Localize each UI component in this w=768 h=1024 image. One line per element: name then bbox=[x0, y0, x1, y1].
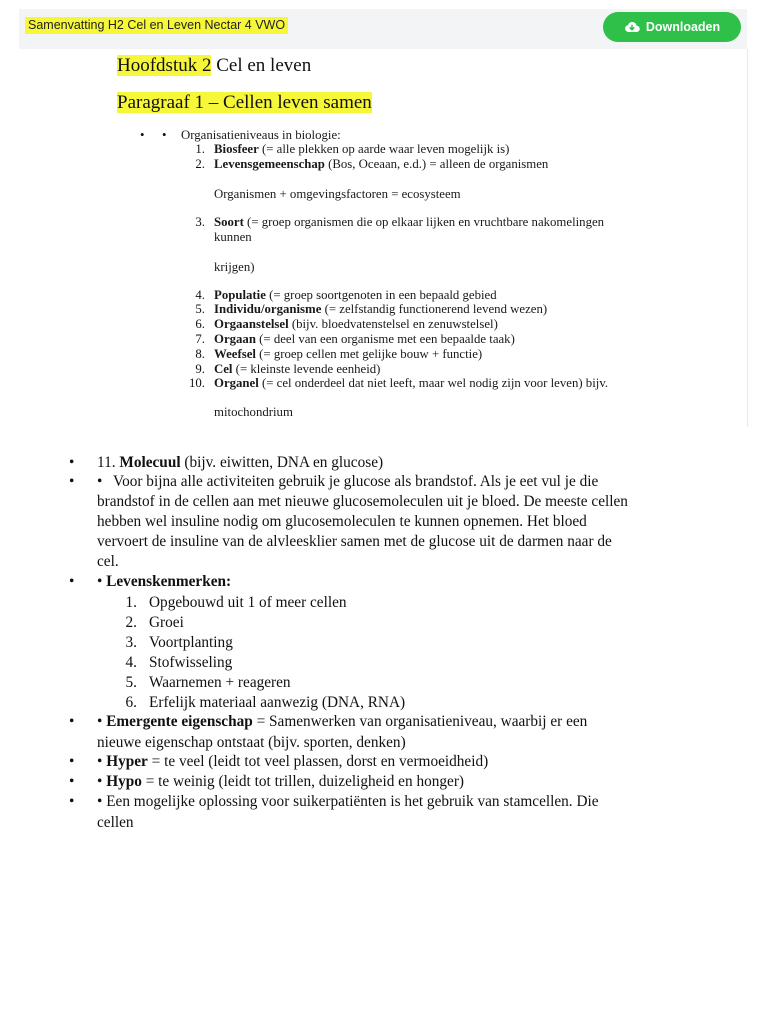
chapter-title: Cel en leven bbox=[216, 55, 312, 76]
level-term: Soort bbox=[214, 215, 244, 229]
inner-bullet: • bbox=[97, 573, 103, 590]
emergent-line-2: nieuwe eigenschap ontstaat (bijv. sporten, denken) bbox=[97, 734, 406, 751]
kenmerken-heading bbox=[97, 573, 231, 591]
level-description: Organismen + omgevingsfactoren = ecosysteem bbox=[214, 187, 461, 201]
level-item bbox=[214, 376, 608, 391]
chapter-label: Hoofdstuk 2 bbox=[117, 55, 212, 76]
level-number: 2. bbox=[195, 157, 205, 171]
level-description: kunnen bbox=[214, 230, 252, 244]
level-description: (= groep soortgenoten in een bepaald gebied bbox=[265, 288, 497, 302]
level-item bbox=[214, 260, 255, 275]
bullet: • bbox=[69, 713, 75, 730]
level-item bbox=[214, 187, 461, 202]
level-description: (= groep organismen die op elkaar lijken en vruchtbare nakomelingen bbox=[243, 215, 605, 229]
kenmerk-number: 5. bbox=[125, 674, 137, 691]
level-term: Organel bbox=[214, 376, 259, 390]
level-number: 5. bbox=[195, 302, 205, 316]
hyper-line bbox=[97, 753, 488, 771]
outer-bullet: • bbox=[140, 128, 145, 142]
level-term: Biosfeer bbox=[214, 142, 259, 156]
bullet: • bbox=[69, 753, 75, 770]
bullet: • bbox=[69, 454, 75, 471]
molecuul-term: Molecuul bbox=[119, 454, 181, 471]
level-number: 10. bbox=[189, 376, 205, 390]
level-item bbox=[214, 288, 497, 303]
bullet: • bbox=[69, 473, 75, 490]
kenmerk-item: Opgebouwd uit 1 of meer cellen bbox=[149, 594, 347, 611]
level-description: (= kleinste levende eenheid) bbox=[232, 362, 381, 376]
emergent-rest: = Samenwerken van organisatieniveau, waarbij er een bbox=[252, 713, 588, 730]
kenmerk-item: Voortplanting bbox=[149, 634, 233, 651]
level-description: (Bos, Oceaan, e.d.) = alleen de organismen bbox=[324, 157, 549, 171]
level-description: (= deel van een organisme met een bepaalde taak) bbox=[255, 332, 515, 346]
level-item bbox=[214, 332, 515, 347]
level-number: 8. bbox=[195, 347, 205, 361]
level-number: 1. bbox=[195, 142, 205, 156]
level-description: (bijv. bloedvatenstelsel en zenuwstelsel) bbox=[288, 317, 498, 331]
level-description: (= groep cellen met gelijke bouw + functie) bbox=[255, 347, 483, 361]
hypo-line bbox=[97, 773, 464, 791]
kenmerk-number: 1. bbox=[125, 594, 137, 611]
level-description: (= cel onderdeel dat niet leeft, maar wel nodig zijn voor leven) bijv. bbox=[258, 376, 609, 390]
kenmerken-title: Levenskenmerken: bbox=[106, 573, 232, 590]
level-number: 4. bbox=[195, 288, 205, 302]
level-item bbox=[214, 230, 252, 245]
glucose-line: brandstof in de cellen aan met nieuwe glucosemoleculen uit je bloed. De meeste cellen bbox=[97, 493, 628, 510]
glucose-line: cel. bbox=[97, 553, 119, 570]
level-term: Levensgemeenschap bbox=[214, 157, 325, 171]
level-item bbox=[214, 347, 482, 362]
document-page-top bbox=[19, 49, 748, 427]
level-term: Orgaan bbox=[214, 332, 256, 346]
level-description: krijgen) bbox=[214, 260, 255, 274]
stamcel-text: Een mogelijke oplossing voor suikerpatiënten is het gebruik van stamcellen. Die bbox=[106, 793, 599, 810]
download-button[interactable] bbox=[603, 12, 741, 42]
level-item bbox=[214, 317, 498, 332]
level-term: Weefsel bbox=[214, 347, 256, 361]
kenmerk-number: 3. bbox=[125, 634, 137, 651]
bullet: • bbox=[69, 573, 75, 590]
stamcel-line-2: cellen bbox=[97, 814, 134, 831]
document-header bbox=[19, 9, 747, 49]
level-item bbox=[214, 405, 293, 420]
kenmerk-item: Groei bbox=[149, 614, 184, 631]
glucose-line: Voor bijna alle activiteiten gebruik je glucose als brandstof. Als je eet vul je die bbox=[113, 473, 599, 490]
inner-bullet: • bbox=[97, 773, 103, 790]
cloud-download-icon bbox=[624, 21, 640, 33]
level-description: mitochondrium bbox=[214, 405, 293, 419]
level-term: Cel bbox=[214, 362, 233, 376]
kenmerk-item: Waarnemen + reageren bbox=[149, 674, 291, 691]
emergent-line bbox=[97, 713, 587, 731]
molecuul-rest: (bijv. eiwitten, DNA en glucose) bbox=[180, 454, 384, 471]
level-item bbox=[214, 362, 380, 377]
hypo-term: Hypo bbox=[106, 773, 142, 790]
molecuul-line bbox=[97, 454, 383, 472]
molecuul-prefix: 11. bbox=[97, 454, 120, 471]
stamcel-line bbox=[97, 793, 599, 811]
level-item bbox=[214, 215, 604, 230]
bullet: • bbox=[69, 793, 75, 810]
hyper-rest: = te veel (leidt tot veel plassen, dorst en vermoeidheid) bbox=[147, 753, 489, 770]
level-number: 6. bbox=[195, 317, 205, 331]
hyper-term: Hyper bbox=[106, 753, 148, 770]
level-item bbox=[214, 157, 548, 172]
emergent-term: Emergente eigenschap bbox=[106, 713, 253, 730]
organization-levels bbox=[19, 49, 747, 427]
kenmerk-item: Stofwisseling bbox=[149, 654, 233, 671]
kenmerk-item: Erfelijk materiaal aanwezig (DNA, RNA) bbox=[149, 694, 406, 711]
level-number: 7. bbox=[195, 332, 205, 346]
levels-intro: Organisatieniveaus in biologie: bbox=[181, 128, 341, 142]
kenmerk-number: 6. bbox=[125, 694, 137, 711]
inner-bullet: • bbox=[97, 753, 103, 770]
paragraph-title: Paragraaf 1 – Cellen leven samen bbox=[117, 92, 372, 113]
level-number: 9. bbox=[195, 362, 205, 376]
level-term: Populatie bbox=[214, 288, 266, 302]
level-term: Orgaanstelsel bbox=[214, 317, 289, 331]
download-label: Downloaden bbox=[645, 20, 721, 34]
glucose-line: vervoert de insuline van de alvleesklier samen met de glucose uit de darmen naar de bbox=[97, 533, 612, 550]
hypo-rest: = te weinig (leidt tot trillen, duizeligheid en honger) bbox=[141, 773, 465, 790]
level-description: (= zelfstandig functionerend levend wezen) bbox=[321, 302, 548, 316]
inner-bullet: • bbox=[97, 713, 103, 730]
inner-bullet: • bbox=[162, 128, 167, 142]
inner-bullet: • bbox=[97, 473, 103, 490]
level-description: (= alle plekken op aarde waar leven mogelijk is) bbox=[258, 142, 510, 156]
level-item bbox=[214, 302, 547, 317]
bullet: • bbox=[69, 773, 75, 790]
level-term: Individu/organisme bbox=[214, 302, 322, 316]
level-item bbox=[214, 142, 509, 157]
document-title: Samenvatting H2 Cel en Leven Nectar 4 VWO bbox=[25, 17, 288, 34]
inner-bullet: • bbox=[97, 793, 103, 810]
level-number: 3. bbox=[195, 215, 205, 229]
glucose-line: hebben wel insuline nodig om glucosemoleculen te kunnen opnemen. Het bloed bbox=[97, 513, 587, 530]
kenmerk-number: 4. bbox=[125, 654, 137, 671]
kenmerk-number: 2. bbox=[125, 614, 137, 631]
